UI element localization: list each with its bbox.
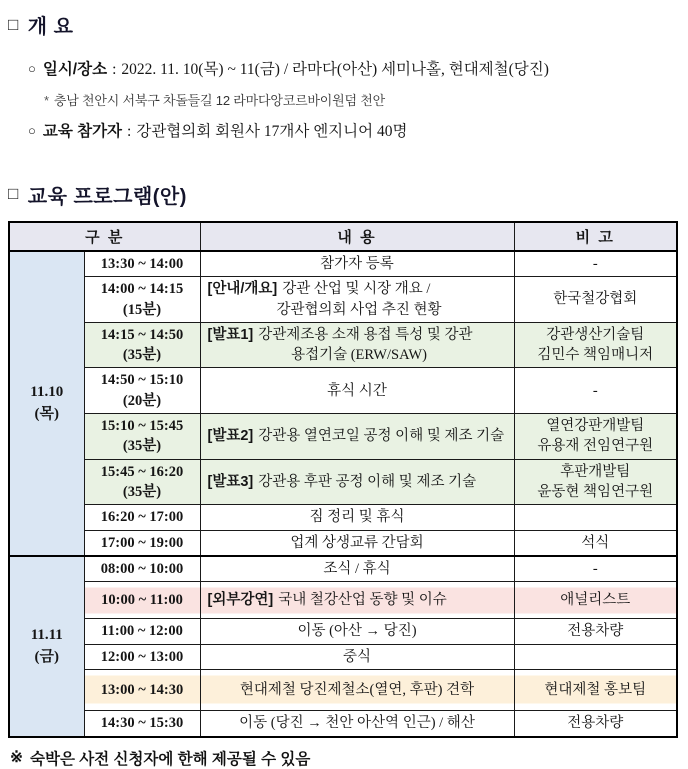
time-text: 14:50 ~ 15:10 <box>100 372 184 389</box>
content-text <box>208 590 511 610</box>
table-row <box>9 582 677 619</box>
square-bullet-icon: □ <box>8 184 19 204</box>
content-text: 중식 <box>342 648 371 665</box>
note-text: 윤동현 책임연구원 <box>537 483 654 500</box>
note-cell <box>514 711 677 737</box>
content-prefix: [안내/개요] <box>207 281 278 298</box>
note-cell <box>514 644 677 669</box>
content-prefix: [발표1] <box>207 326 254 343</box>
table-row <box>9 414 677 460</box>
note-cell <box>514 669 677 710</box>
address-sub-note <box>44 90 678 109</box>
time-text: 12:00 ~ 13:00 <box>100 648 184 665</box>
table-row <box>9 322 677 368</box>
table-row <box>9 556 677 582</box>
time-cell <box>84 530 200 556</box>
overview-title: 개 요 <box>27 16 74 38</box>
time-cell <box>84 556 200 582</box>
duration-text: (15분) <box>122 301 162 318</box>
table-row <box>9 619 677 644</box>
program-title: 교육 프로그램(안) <box>27 185 187 208</box>
time-text: 13:30 ~ 14:00 <box>100 255 184 272</box>
content-line-text: 국내 철강산업 동향 및 이슈 <box>278 592 447 609</box>
time-cell <box>84 459 200 505</box>
content-text: 휴식 시간 <box>327 382 387 399</box>
content-cell <box>200 619 514 644</box>
day-label: (목) <box>34 406 59 423</box>
content-text: 용접기술 (ERW/SAW) <box>291 347 427 364</box>
note-cell <box>514 619 677 644</box>
time-cell <box>84 619 200 644</box>
table-header-row <box>9 222 677 251</box>
duration-text: (20분) <box>122 392 162 409</box>
content-cell <box>200 459 514 505</box>
note-cell <box>514 582 677 619</box>
note-cell <box>514 414 677 460</box>
time-cell <box>84 322 200 368</box>
asterisk-icon: * <box>44 93 49 109</box>
content-cell <box>200 505 514 530</box>
table-row <box>9 505 677 530</box>
time-text: 16:20 ~ 17:00 <box>100 509 184 526</box>
content-cell <box>200 530 514 556</box>
content-prefix: [발표3] <box>207 473 254 490</box>
note-cell <box>514 459 677 505</box>
column-header-note: 비 고 <box>514 222 677 251</box>
time-cell <box>84 414 200 460</box>
time-text: 14:30 ~ 15:30 <box>100 715 184 732</box>
content-text: 이동 (당진 → 천안 아산역 인근) / 해산 <box>239 715 475 732</box>
content-text: 이동 (아산 → 당진) <box>297 623 417 640</box>
note-text: - <box>592 255 598 272</box>
time-cell <box>84 644 200 669</box>
content-text: 참가자 등록 <box>320 255 394 272</box>
footer-note-text: 숙박은 사전 신청자에 한해 제공될 수 있음 <box>30 750 311 768</box>
content-line-text: 강관용 후판 공정 이해 및 제조 기술 <box>258 473 477 490</box>
datetime-location-value: 2022. 11. 10(목) ~ 11(금) / 라마다(아산) 세미나홀, 현대제철(당진) <box>121 61 549 78</box>
table-row <box>9 277 677 323</box>
square-bullet-icon: □ <box>8 14 19 34</box>
reference-mark-icon: ※ <box>10 749 23 767</box>
content-line-text: 강관제조용 소재 용접 특성 및 강관 <box>258 326 473 343</box>
table-row <box>9 368 677 414</box>
note-text: 현대제철 홍보팀 <box>544 681 647 698</box>
note-cell <box>514 556 677 582</box>
content-prefix: [발표2] <box>207 428 254 445</box>
time-text: 11:00 ~ 12:00 <box>101 623 183 640</box>
note-cell <box>514 505 677 530</box>
note-cell <box>514 277 677 323</box>
content-text <box>208 472 511 492</box>
content-text: 조식 / 휴식 <box>323 560 391 577</box>
time-text: 15:45 ~ 16:20 <box>100 463 184 480</box>
note-cell <box>514 251 677 277</box>
column-header-content: 내 용 <box>200 222 514 251</box>
content-text <box>208 325 511 345</box>
content-cell <box>200 277 514 323</box>
table-row <box>9 669 677 710</box>
address-text: 충남 천안시 서북구 차돌들길 12 라마다앙코르바이원덤 천안 <box>53 93 385 109</box>
note-text: 전용차량 <box>567 623 624 640</box>
time-text: 15:10 ~ 15:45 <box>100 418 184 435</box>
content-text: 현대제철 당진제철소(열연, 후판) 견학 <box>239 681 475 698</box>
day-label: (금) <box>34 649 59 666</box>
note-cell <box>514 322 677 368</box>
note-text: 유용재 전임연구원 <box>537 438 654 455</box>
time-text: 17:00 ~ 19:00 <box>100 534 184 551</box>
note-text: - <box>592 382 598 399</box>
circle-bullet-icon: ○ <box>28 61 36 76</box>
note-text: 김민수 책임매니저 <box>537 347 654 364</box>
time-cell <box>84 505 200 530</box>
content-text: 짐 정리 및 휴식 <box>309 509 405 526</box>
content-cell <box>200 414 514 460</box>
participants-value: 강관협의회 회원사 17개사 엔지니어 40명 <box>136 123 408 141</box>
content-line-text: 강관 산업 및 시장 개요 / <box>282 281 431 298</box>
time-cell <box>84 368 200 414</box>
table-row <box>9 644 677 669</box>
note-text: 애널리스트 <box>560 592 631 609</box>
content-cell <box>200 322 514 368</box>
note-cell <box>514 530 677 556</box>
day-cell <box>9 556 84 737</box>
time-text: 14:00 ~ 14:15 <box>100 281 184 298</box>
content-cell <box>200 582 514 619</box>
content-cell <box>200 251 514 277</box>
time-cell <box>84 582 200 619</box>
content-text: 업계 상생교류 간담회 <box>290 534 424 551</box>
note-text: 한국철강협회 <box>553 291 638 308</box>
content-prefix: [외부강연] <box>207 592 274 609</box>
duration-text: (35분) <box>122 483 162 500</box>
program-section-heading <box>8 180 678 209</box>
overview-section-heading <box>8 10 678 39</box>
duration-text: (35분) <box>122 347 162 364</box>
content-line-text: 강관용 열연코일 공정 이해 및 제조 기술 <box>258 428 505 445</box>
time-text: 08:00 ~ 10:00 <box>100 560 184 577</box>
table-row <box>9 459 677 505</box>
note-cell <box>514 368 677 414</box>
separator: : <box>112 61 117 78</box>
content-cell <box>200 556 514 582</box>
content-cell <box>200 644 514 669</box>
datetime-location-line <box>28 59 678 81</box>
content-cell <box>200 368 514 414</box>
content-cell <box>200 711 514 737</box>
duration-text: (35분) <box>122 438 162 455</box>
content-text <box>208 279 511 299</box>
time-cell <box>84 277 200 323</box>
time-text: 13:00 ~ 14:30 <box>100 681 184 698</box>
day-label: 11.10 <box>30 383 64 400</box>
content-text <box>208 426 511 446</box>
note-text: 전용차량 <box>567 715 624 732</box>
time-cell <box>84 251 200 277</box>
note-text: - <box>592 560 598 577</box>
time-text: 14:15 ~ 14:50 <box>100 326 184 343</box>
table-row <box>9 251 677 277</box>
time-cell <box>84 669 200 710</box>
participants-line <box>28 121 678 143</box>
table-row <box>9 530 677 556</box>
program-table <box>8 221 678 738</box>
note-text: 열연강판개발팀 <box>546 418 645 435</box>
note-text: 강관생산기술팀 <box>546 326 645 343</box>
footer-note <box>10 747 678 769</box>
day-cell <box>9 251 84 556</box>
time-cell <box>84 711 200 737</box>
circle-bullet-icon: ○ <box>28 123 36 139</box>
time-text: 10:00 ~ 11:00 <box>101 592 183 609</box>
separator: : <box>127 123 132 141</box>
column-header-category: 구 분 <box>9 222 200 251</box>
content-cell <box>200 669 514 710</box>
note-text: 후판개발팀 <box>560 463 631 480</box>
datetime-location-label: 일시/장소 <box>42 61 108 78</box>
note-text: 석식 <box>581 534 610 551</box>
content-text: 강관협의회 사업 추진 현황 <box>276 301 442 318</box>
day-label: 11.11 <box>30 626 63 643</box>
participants-label: 교육 참가자 <box>42 123 123 141</box>
table-row <box>9 711 677 737</box>
